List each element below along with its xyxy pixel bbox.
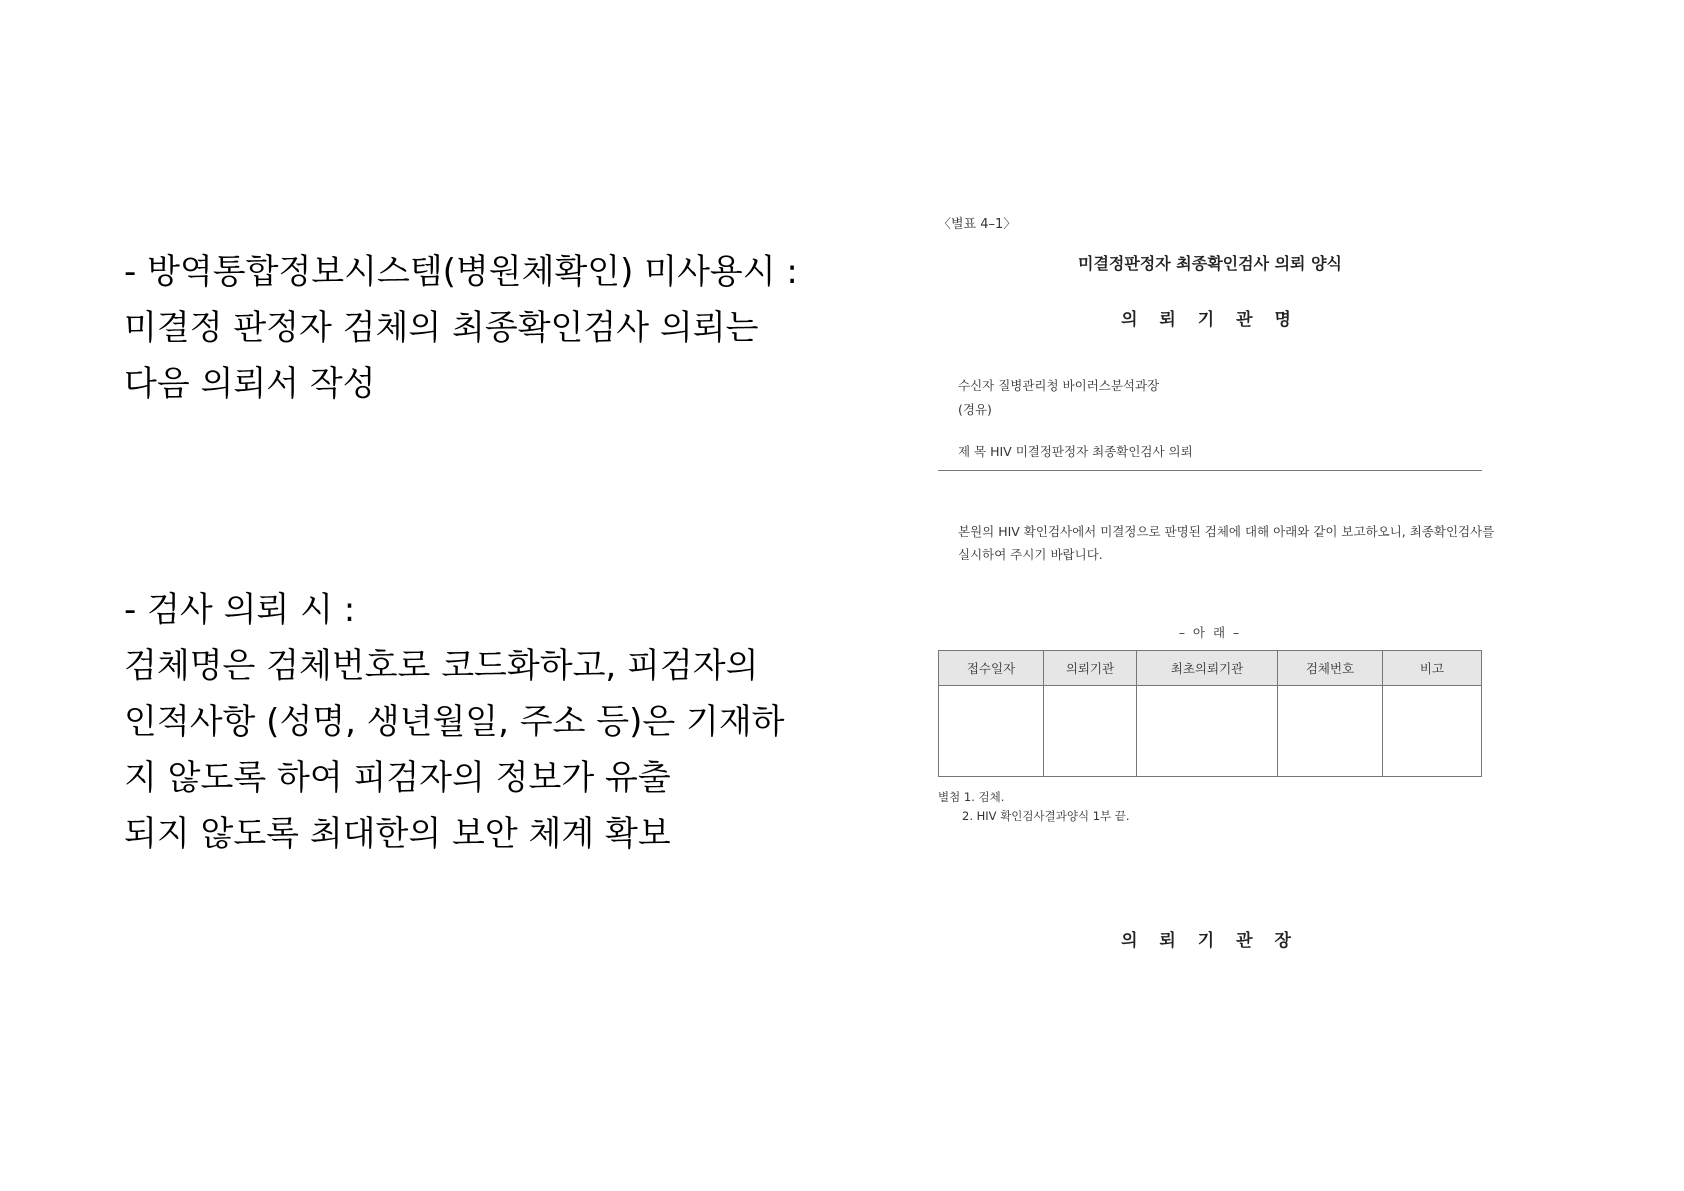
table-cell [939, 686, 1044, 777]
subject-line: 제 목 HIV 미결정판정자 최종확인검사 의뢰 [958, 444, 1193, 459]
body-text-line: 본원의 HIV 확인검사에서 미결정으로 판명된 검체에 대해 아래와 같이 보고하오니, 최종확인검사를 [958, 524, 1495, 539]
text-line: 다음 의뢰서 작성 [124, 364, 376, 404]
body-text-line: 실시하여 주시기 바랍니다. [958, 547, 1103, 562]
text-line: - 검사 의뢰 시 : [124, 590, 356, 630]
enclosure-line: 2. HIV 확인검사결과양식 1부 끝. [962, 809, 1130, 823]
below-label: – 아 래 – [1178, 625, 1242, 640]
enclosure-line: 별첨 1. 검체. [938, 790, 1005, 804]
column-header: 비고 [1383, 651, 1482, 686]
table-cell [1383, 686, 1482, 777]
column-header: 접수일자 [939, 651, 1044, 686]
signature-line: 의 뢰 기 관 장 [1121, 931, 1299, 951]
instruction-paragraph-no-system [124, 244, 864, 412]
text-line: 되지 않도록 최대한의 보안 체계 확보 [124, 814, 671, 854]
table-cell [1044, 686, 1137, 777]
text-line: 검체명은 검체번호로 코드화하고, 피검자의 [124, 646, 759, 686]
divider [938, 470, 1482, 471]
table-cell [1137, 686, 1278, 777]
table-row [939, 686, 1482, 777]
column-header: 최초의뢰기관 [1137, 651, 1278, 686]
via-line: (경유) [958, 402, 992, 417]
column-header: 검체번호 [1278, 651, 1383, 686]
form-title: 미결정판정자 최종확인검사 의뢰 양식 [1077, 254, 1342, 273]
request-table [938, 650, 1482, 777]
table-cell [1278, 686, 1383, 777]
text-line: 미결정 판정자 검체의 최종확인검사 의뢰는 [124, 308, 759, 348]
instruction-paragraph-request [124, 582, 864, 862]
text-line: 지 않도록 하여 피검자의 정보가 유출 [124, 758, 671, 798]
requesting-org-name: 의 뢰 기 관 명 [1121, 310, 1299, 330]
column-header: 의뢰기관 [1044, 651, 1137, 686]
text-line: - 방역통합정보시스템(병원체확인) 미사용시 : [124, 252, 798, 292]
table-header-row [939, 651, 1482, 686]
attachment-label: 〈별표 4–1〉 [938, 217, 1017, 232]
text-line: 인적사항 (성명, 생년월일, 주소 등)은 기재하 [124, 702, 785, 742]
recipient-line: 수신자 질병관리청 바이러스분석과장 [958, 378, 1160, 393]
